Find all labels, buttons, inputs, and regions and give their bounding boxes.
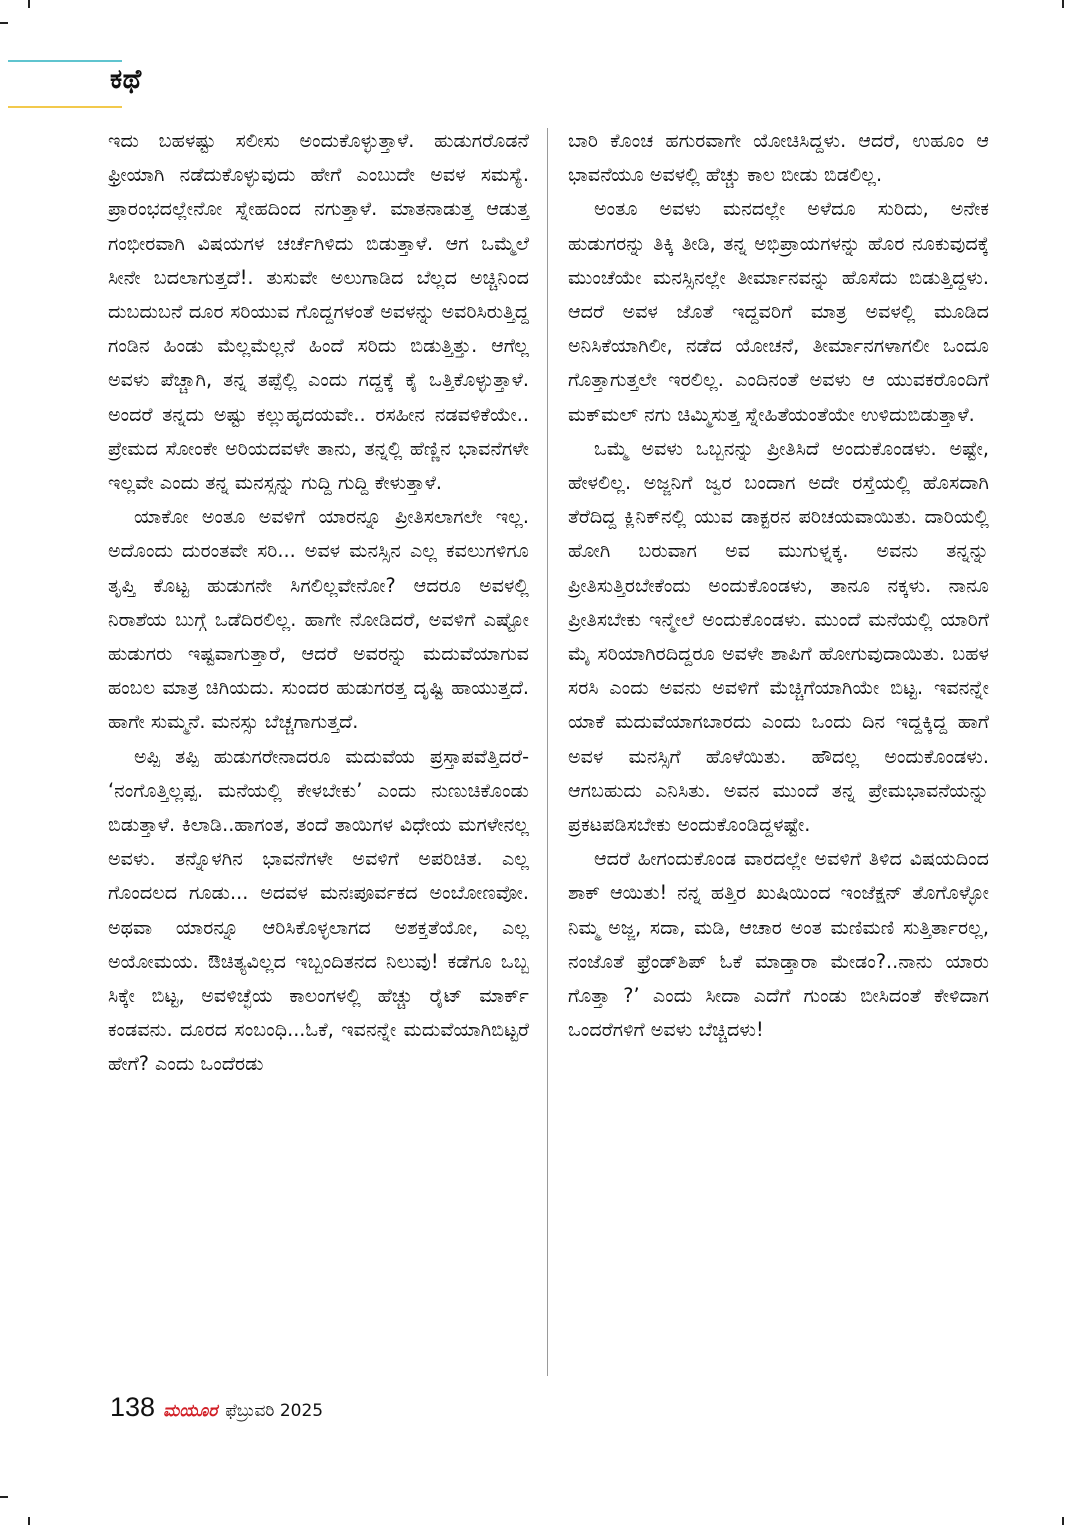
issue-date: ಫೆಬ್ರುವರಿ 2025: [225, 1401, 324, 1421]
article-column-right: [568, 124, 989, 1047]
crop-mark: [28, 1517, 30, 1525]
page-footer: [110, 1392, 323, 1423]
crop-mark: [0, 1496, 8, 1498]
paragraph: ಅಂತೂ ಅವಳು ಮನದಲ್ಲೇ ಅಳೆದೂ ಸುರಿದು, ಅನೇಕ ಹುಡುಗರನ್ನು ತಿಕ್ಕಿ ತೀಡಿ, ತನ್ನ ಅಭಿಪ್ರಾಯಗಳನ್ನು ಹೊರ ನೂಕುವುದಕ್ಕೆ ಮುಂಚೆಯೇ ಮನಸ್ಸಿನಲ್ಲೇ ತೀರ್ಮಾನವನ್ನು ಹೊಸೆದು ಬಿಡುತ್ತಿದ್ದಳು. ಆದರೆ ಅವಳ ಜೊತೆ ಇದ್ದವರಿಗೆ ಮಾತ್ರ ಅವಳಲ್ಲಿ ಮೂಡಿದ ಅನಿಸಿಕೆಯಾಗಿಲೀ, ನಡೆದ ಯೋಚನೆ, ತೀರ್ಮಾನಗಳಾಗಲೀ ಒಂದೂ ಗೊತ್ತಾಗುತ್ತಲೇ ಇರಲಿಲ್ಲ. ಎಂದಿನಂತೆ ಅವಳು ಆ ಯುವಕರೊಂದಿಗೆ ಮಕ್‌ಮಲ್ ನಗು ಚಿಮ್ಮಿಸುತ್ತ ಸ್ನೇಹಿತೆಯಂತೆಯೇ ಉಳಿದುಬಿಡುತ್ತಾಳೆ.: [568, 197, 989, 426]
crop-mark: [0, 22, 8, 24]
crop-mark: [1062, 1517, 1064, 1525]
magazine-logo: ಮಯೂರ: [163, 1401, 218, 1421]
crop-mark: [1062, 0, 1064, 8]
section-title: ಕಥೆ: [110, 64, 142, 95]
paragraph: ಯಾಕೋ ಅಂತೂ ಅವಳಿಗೆ ಯಾರನ್ನೂ ಪ್ರೀತಿಸಲಾಗಲೇ ಇಲ್ಲ. ಅದೊಂದು ದುರಂತವೇ ಸರಿ... ಅವಳ ಮನಸ್ಸಿನ ಎಲ್ಲ ಕವಲುಗಳಿಗೂ ತೃಪ್ತಿ ಕೊಟ್ಟ ಹುಡುಗನೇ ಸಿಗಲಿಲ್ಲವೇನೋ? ಆದರೂ ಅವಳಲ್ಲಿ ನಿರಾಶೆಯ ಬುಗ್ಗೆ ಒಡೆದಿರಲಿಲ್ಲ. ಹಾಗೇ ನೋಡಿದರೆ, ಅವಳಿಗೆ ಎಷ್ಟೋ ಹುಡುಗರು ಇಷ್ಟವಾಗುತ್ತಾರೆ, ಆದರೆ ಅವರನ್ನು ಮದುವೆಯಾಗುವ ಹಂಬಲ ಮಾತ್ರ ಚಿಗಿಯದು. ಸುಂದರ ಹುಡುಗರತ್ತ ದೃಷ್ಟಿ ಹಾಯುತ್ತದೆ. ಹಾಗೇ ಸುಮ್ಮನೆ. ಮನಸ್ಸು ಬೆಚ್ಚಗಾಗುತ್ತದೆ.: [108, 505, 529, 734]
paragraph: ಇದು ಬಹಳಷ್ಟು ಸಲೀಸು ಅಂದುಕೊಳ್ಳುತ್ತಾಳೆ. ಹುಡುಗರೊಡನೆ ಫ್ರೀಯಾಗಿ ನಡೆದುಕೊಳ್ಳುವುದು ಹೇಗೆ ಎಂಬುದೇ ಅವಳ ಸಮಸ್ಯೆ. ಪ್ರಾರಂಭದಲ್ಲೇನೋ ಸ್ನೇಹದಿಂದ ನಗುತ್ತಾಳೆ. ಮಾತನಾಡುತ್ತ ಆಡುತ್ತ ಗಂಭೀರವಾಗಿ ವಿಷಯಗಳ ಚರ್ಚೆಗಿಳಿದು ಬಿಡುತ್ತಾಳೆ. ಆಗ ಒಮ್ಮೆಲೆ ಸೀನೇ ಬದಲಾಗುತ್ತದೆ!. ತುಸುವೇ ಅಲುಗಾಡಿದ ಬೆಲ್ಲದ ಅಚ್ಚಿನಿಂದ ದುಬದುಬನೆ ದೂರ ಸರಿಯುವ ಗೊದ್ದಗಳಂತೆ ಅವಳನ್ನು ಅವರಿಸಿರುತ್ತಿದ್ದ ಗಂಡಿನ ಹಿಂಡು ಮೆಲ್ಲಮೆಲ್ಲನೆ ಹಿಂದೆ ಸರಿದು ಬಿಡುತ್ತಿತ್ತು. ಆಗೆಲ್ಲ ಅವಳು ಪೆಚ್ಚಾಗಿ, ತನ್ನ ತಪ್ಪೆಲ್ಲಿ ಎಂದು ಗದ್ದಕ್ಕೆ ಕೈ ಒತ್ತಿಕೊಳ್ಳುತ್ತಾಳೆ. ಅಂದರೆ ತನ್ನದು ಅಷ್ಟು ಕಲ್ಲುಹೃದಯವೇ.. ರಸಹೀನ ನಡವಳಿಕೆಯೇ.. ಪ್ರೇಮದ ಸೋಂಕೇ ಅರಿಯದವಳೇ ತಾನು, ತನ್ನಲ್ಲಿ ಹೆಣ್ಣಿನ ಭಾವನೆಗಳೇ ಇಲ್ಲವೇ ಎಂದು ತನ್ನ ಮನಸ್ಸನ್ನು ಗುದ್ದಿ ಗುದ್ದಿ ಕೇಳುತ್ತಾಳೆ.: [108, 129, 529, 495]
page-number: 138: [110, 1392, 156, 1422]
article-column-left: [108, 124, 529, 1082]
header-rule-bottom: [8, 106, 122, 108]
paragraph: ಅಪ್ಪಿ ತಪ್ಪಿ ಹುಡುಗರೇನಾದರೂ ಮದುವೆಯ ಪ್ರಸ್ತಾಪವೆತ್ತಿದರೆ- ‘ನಂಗೊತ್ತಿಲ್ಲಪ್ಪ. ಮನೆಯಲ್ಲಿ ಕೇಳಬೇಕು’ ಎಂದು ನುಣುಚಿಕೊಂಡು ಬಿಡುತ್ತಾಳೆ. ಕಿಲಾಡಿ..ಹಾಗಂತ, ತಂದೆ ತಾಯಿಗಳ ವಿಧೇಯ ಮಗಳೇನಲ್ಲ ಅವಳು. ತನ್ನೊಳಗಿನ ಭಾವನೆಗಳೇ ಅವಳಿಗೆ ಅಪರಿಚಿತ. ಎಲ್ಲ ಗೊಂದಲದ ಗೂಡು... ಅದವಳ ಮನಃಪೂರ್ವಕದ ಅಂಬೋಣವೋ. ಅಥವಾ ಯಾರನ್ನೂ ಆರಿಸಿಕೊಳ್ಳಲಾಗದ ಅಶಕ್ತತೆಯೋ, ಎಲ್ಲ ಅಯೋಮಯ. ಔಚಿತ್ಯವಿಲ್ಲದ ಇಬ್ಬಂದಿತನದ ನಿಲುವು! ಕಡೆಗೂ ಒಬ್ಬ ಸಿಕ್ಕೇ ಬಿಟ್ಟ, ಅವಳಿಚ್ಛೆಯ ಕಾಲಂಗಳಲ್ಲಿ ಹೆಚ್ಚು ರೈಟ್ ಮಾರ್ಕ್ ಕಂಡವನು. ದೂರದ ಸಂಬಂಧಿ...ಓಕೆ, ಇವನನ್ನೇ ಮದುವೆಯಾಗಿಬಿಟ್ಟರೆ ಹೇಗೆ? ಎಂದು ಒಂದೆರಡು: [108, 744, 529, 1076]
paragraph: ಆದರೆ ಹೀಗಂದುಕೊಂಡ ವಾರದಲ್ಲೇ ಅವಳಿಗೆ ತಿಳಿದ ವಿಷಯದಿಂದ ಶಾಕ್ ಆಯಿತು! ನನ್ನ ಹತ್ತಿರ ಖುಷಿಯಿಂದ ಇಂಜೆಕ್ಷನ್ ತೊಗೊಳ್ಳೋ ನಿಮ್ಮ ಅಜ್ಜ, ಸದಾ, ಮಡಿ, ಆಚಾರ ಅಂತ ಮಣಿಮಣಿ ಸುತ್ತಿರ್ತಾರಲ್ಲ, ನಂಜೊತೆ ಫ್ರೆಂಡ್‌ಶಿಪ್ ಓಕೆ ಮಾಡ್ತಾರಾ ಮೇಡಂ?..ನಾನು ಯಾರು ಗೊತ್ತಾ ?’ ಎಂದು ಸೀದಾ ಎದೆಗೆ ಗುಂಡು ಬೀಸಿದಂತೆ ಕೇಳಿದಾಗ ಒಂದರೆಗಳಿಗೆ ಅವಳು ಬೆಚ್ಚಿದಳು!: [568, 847, 989, 1042]
paragraph: ಬಾರಿ ಕೊಂಚ ಹಗುರವಾಗೇ ಯೋಚಿಸಿದ್ದಳು. ಆದರೆ, ಉಹೂಂ ಆ ಭಾವನೆಯೂ ಅವಳಲ್ಲಿ ಹೆಚ್ಚು ಕಾಲ ಬೀಡು ಬಿಡಲಿಲ್ಲ.: [568, 129, 989, 187]
crop-mark: [28, 0, 30, 8]
header-rule-top: [8, 60, 122, 62]
paragraph: ಒಮ್ಮೆ ಅವಳು ಒಬ್ಬನನ್ನು ಪ್ರೀತಿಸಿದೆ ಅಂದುಕೊಂಡಳು. ಅಷ್ಟೇ, ಹೇಳಲಿಲ್ಲ. ಅಜ್ಜನಿಗೆ ಜ್ವರ ಬಂದಾಗ ಅದೇ ರಸ್ತೆಯಲ್ಲಿ ಹೊಸದಾಗಿ ತೆರೆದಿದ್ದ ಕ್ಲಿನಿಕ್‌ನಲ್ಲಿ ಯುವ ಡಾಕ್ಟರನ ಪರಿಚಯವಾಯಿತು. ದಾರಿಯಲ್ಲಿ ಹೋಗಿ ಬರುವಾಗ ಅವ ಮುಗುಳ್ನಕ್ಕ. ಅವನು ತನ್ನನ್ನು ಪ್ರೀತಿಸುತ್ತಿರಬೇಕೆಂದು ಅಂದುಕೊಂಡಳು, ತಾನೂ ನಕ್ಕಳು. ನಾನೂ ಪ್ರೀತಿಸಬೇಕು ಇನ್ಮೇಲೆ ಅಂದುಕೊಂಡಳು. ಮುಂದೆ ಮನೆಯಲ್ಲಿ ಯಾರಿಗೆ ಮೈ ಸರಿಯಾಗಿರದಿದ್ದರೂ ಅವಳೇ ಶಾಪಿಗೆ ಹೋಗುವುದಾಯಿತು. ಬಹಳ ಸರಸಿ ಎಂದು ಅವನು ಅವಳಿಗೆ ಮೆಚ್ಚಿಗೆಯಾಗಿಯೇ ಬಿಟ್ಟ. ಇವನನ್ನೇ ಯಾಕೆ ಮದುವೆಯಾಗಬಾರದು ಎಂದು ಒಂದು ದಿನ ಇದ್ದಕ್ಕಿದ್ದ ಹಾಗೆ ಅವಳ ಮನಸ್ಸಿಗೆ ಹೊಳೆಯಿತು. ಹೌದಲ್ಲ ಅಂದುಕೊಂಡಳು. ಆಗಬಹುದು ಎನಿಸಿತು. ಅವನ ಮುಂದೆ ತನ್ನ ಪ್ರೇಮಭಾವನೆಯನ್ನು ಪ್ರಕಟಪಡಿಸಬೇಕು ಅಂದುಕೊಂಡಿದ್ದಳಷ್ಟೇ.: [568, 436, 989, 837]
column-divider: [547, 128, 548, 1376]
